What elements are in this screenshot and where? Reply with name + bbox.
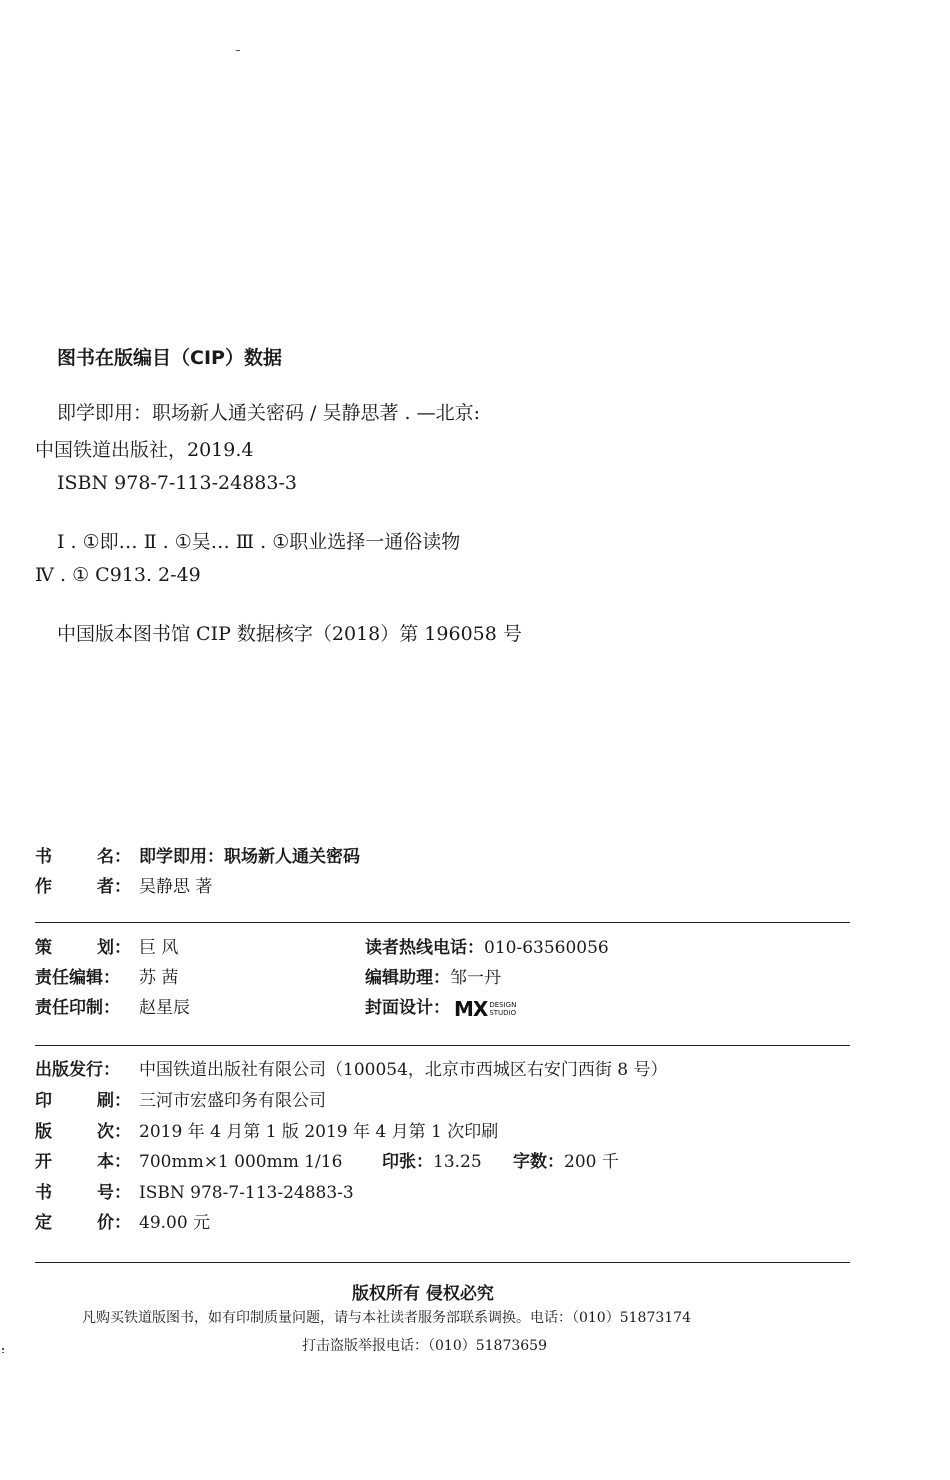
- cip-line-category: Ⅳ . ① C913. 2-49: [35, 564, 201, 586]
- editor-row: [35, 966, 178, 990]
- author-row: [35, 875, 212, 899]
- sheets-label: 印张：: [382, 1152, 433, 1172]
- format-row: [35, 1150, 619, 1174]
- words-value: 200 千: [564, 1152, 619, 1172]
- isbn-value: ISBN 978-7-113-24883-3: [139, 1183, 354, 1203]
- print-manager-value: 赵星辰: [139, 998, 190, 1018]
- planner-label-a: 策: [35, 938, 52, 958]
- book-title-row: [35, 845, 360, 869]
- quality-notice: 凡购买铁道版图书，如有印制质量问题，请与本社读者服务部联系调换。电话：（010）51873174: [82, 1310, 691, 1326]
- publisher-label: 出版发行：: [35, 1060, 120, 1080]
- author-label-b: 者：: [97, 877, 131, 897]
- isbn-label-a: 书: [35, 1183, 52, 1203]
- cip-line-record: 中国版本图书馆 CIP 数据核字（2018）第 196058 号: [57, 623, 522, 645]
- book-title-value: 即学即用：职场新人通关密码: [139, 847, 360, 867]
- editor-value: 苏 茜: [139, 968, 179, 988]
- cip-line-classification: Ⅰ . ①即… Ⅱ . ①吴… Ⅲ . ①职业选择一通俗读物: [57, 531, 461, 553]
- words-label: 字数：: [513, 1152, 564, 1172]
- edition-label-a: 版: [35, 1122, 52, 1142]
- price-value: 49.00 元: [139, 1213, 211, 1233]
- edition-row: [35, 1120, 498, 1144]
- cover-design-label: 封面设计：: [365, 998, 450, 1018]
- cover-design-row: [365, 996, 516, 1021]
- hotline-row: [365, 936, 609, 960]
- format-label-b: 本：: [97, 1152, 131, 1172]
- divider-3: [35, 1262, 850, 1263]
- divider-2: [35, 1045, 850, 1046]
- scan-speck: [2, 1348, 4, 1350]
- cip-line-title-author: 即学即用：职场新人通关密码 / 吴静思著 . —北京:: [57, 402, 481, 424]
- isbn-label-b: 号：: [97, 1183, 131, 1203]
- format-value: 700mm×1 000mm 1/16: [139, 1152, 343, 1172]
- assistant-value: 邹一丹: [450, 968, 501, 988]
- book-title-label-a: 书: [35, 847, 52, 867]
- author-value: 吴静思 著: [139, 877, 213, 897]
- planner-label-b: 划：: [97, 938, 131, 958]
- printer-row: [35, 1089, 326, 1113]
- mx-design-studio-logo: [454, 997, 516, 1021]
- author-label-a: 作: [35, 877, 52, 897]
- divider-1: [35, 922, 850, 923]
- print-manager-row: [35, 996, 190, 1020]
- mx-logo-studio: STUDIO: [489, 1008, 517, 1017]
- cip-line-publisher: 中国铁道出版社，2019.4: [35, 439, 254, 461]
- hotline-label: 读者热线电话：: [365, 938, 484, 958]
- book-title-label-b: 名：: [97, 847, 131, 867]
- editor-label: 责任编辑：: [35, 968, 120, 988]
- printer-value: 三河市宏盛印务有限公司: [139, 1091, 326, 1111]
- isbn-row: [35, 1181, 354, 1205]
- sheets-value: 13.25: [433, 1152, 482, 1172]
- rights-reserved: 版权所有 侵权必究: [352, 1284, 494, 1304]
- cip-line-isbn: ISBN 978-7-113-24883-3: [57, 472, 297, 494]
- edition-value: 2019 年 4 月第 1 版 2019 年 4 月第 1 次印刷: [139, 1122, 499, 1142]
- assistant-row: [365, 966, 501, 990]
- format-label-a: 开: [35, 1152, 52, 1172]
- print-manager-label: 责任印制：: [35, 998, 120, 1018]
- mx-logo-text: [489, 1001, 516, 1017]
- price-label-b: 价：: [97, 1213, 131, 1233]
- publisher-row: [35, 1058, 668, 1082]
- cip-title: 图书在版编目（CIP）数据: [57, 347, 282, 369]
- edition-label-b: 次：: [97, 1122, 131, 1142]
- piracy-hotline: 打击盗版举报电话：（010）51873659: [302, 1338, 547, 1354]
- planner-row: [35, 936, 178, 960]
- scan-speck: [236, 50, 240, 51]
- printer-label-b: 刷：: [97, 1091, 131, 1111]
- scan-speck: [2, 1352, 4, 1353]
- mx-logo-design: DESIGN: [489, 1000, 517, 1009]
- hotline-value: 010-63560056: [484, 938, 609, 958]
- mx-logo-mark: MX: [454, 996, 488, 1021]
- price-label-a: 定: [35, 1213, 52, 1233]
- assistant-label: 编辑助理：: [365, 968, 450, 988]
- planner-value: 巨 风: [139, 938, 179, 958]
- printer-label-a: 印: [35, 1091, 52, 1111]
- publisher-value: 中国铁道出版社有限公司（100054，北京市西城区右安门西街 8 号）: [139, 1060, 668, 1080]
- price-row: [35, 1211, 210, 1235]
